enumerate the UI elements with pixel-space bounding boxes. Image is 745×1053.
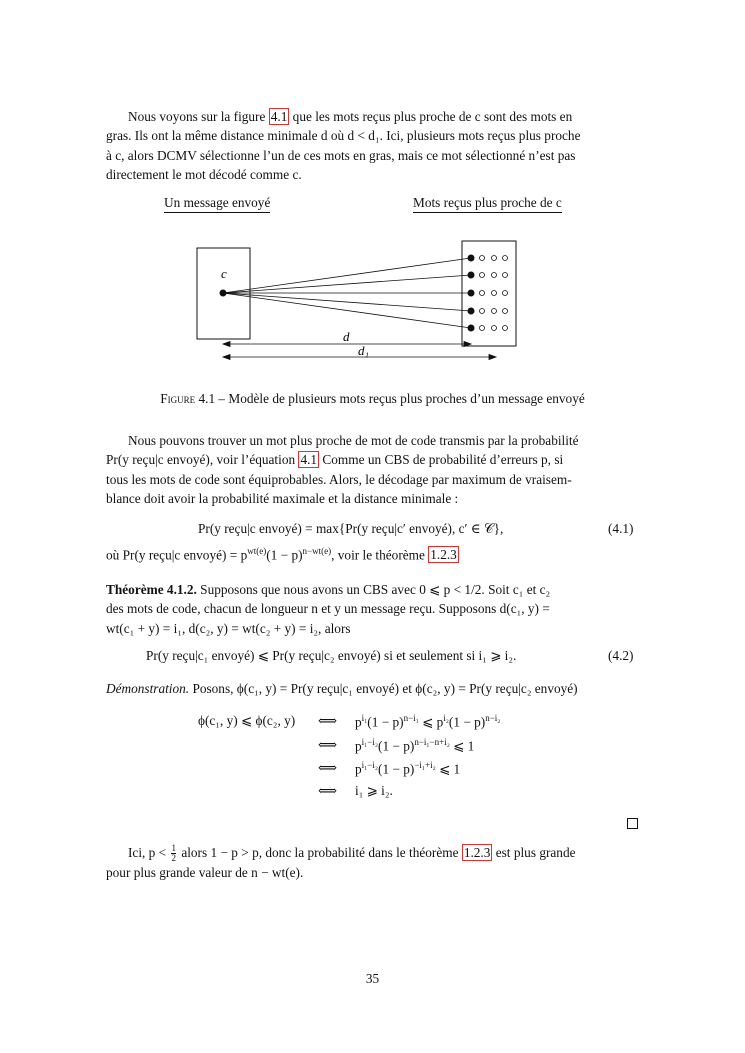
align-lhs: ϕ(c₁, y) ⩽ ϕ(c₂, y) <box>198 713 296 728</box>
equation-4-1-number: (4.1) <box>608 521 634 536</box>
equation-4-1: Pr(y reçu|c envoyé) = max{Pr(y reçu|c′ envoyé), c′ ∈ 𝒞}, <box>198 521 504 536</box>
theorem-line1: Supposons que nous avons un CBS avec 0 ⩽ p < 1/2. Soit c₁ et c₂ <box>200 582 551 597</box>
theorem-block <box>106 580 639 638</box>
p1-line4: directement le mot décodé comme c. <box>106 167 302 183</box>
after-eq41-sup1: wt(e) <box>247 546 267 556</box>
proof-label: Démonstration. <box>106 681 190 696</box>
p3-line2: pour plus grande valeur de n − wt(e). <box>106 865 304 881</box>
half-fraction: $\frac{1}{2}$ <box>171 843 176 864</box>
figure-ref-link[interactable]: 4.1 <box>270 109 288 124</box>
align-row-3: $p^{i_1-i_2}(1 - p)^{-i_1+i_2}$ ⩽ 1 <box>355 760 461 777</box>
p1-line2: gras. Ils ont la même distance minimale d où d < d₁. Ici, plusieurs mots reçus plus proche <box>106 128 581 144</box>
theorem-ref-link-2[interactable]: 1.2.3 <box>463 845 491 860</box>
page-number: 35 <box>365 971 380 986</box>
p3-line1-a: Ici, p < <box>128 845 167 860</box>
p2-line3: tous les mots de code sont équiprobables. Alors, le décodage par maximum de vraisem- <box>106 471 572 487</box>
after-eq41-prefix: où Pr(y reçu|c envoyé) = p <box>106 547 248 563</box>
theorem-line2: des mots de code, chacun de longueur n et y un message reçu. Supposons d(c₁, y) = <box>106 601 550 617</box>
p1-line1-a: Nous voyons sur la figure <box>128 109 269 124</box>
p2-line1: Nous pouvons trouver un mot plus proche de mot de code transmis par la probabilité <box>128 433 579 448</box>
figure-diagram <box>190 235 530 365</box>
figure-left-label: Un message envoyé <box>164 195 270 213</box>
other-words-circles <box>480 256 508 331</box>
connection-lines <box>223 258 471 328</box>
equation-ref-link[interactable]: 4.1 <box>300 452 318 468</box>
theorem-ref-link[interactable]: 1.2.3 <box>430 547 457 563</box>
equation-4-2-number: (4.2) <box>608 648 634 663</box>
after-eq41-line <box>106 546 459 563</box>
c-label: c <box>221 266 227 281</box>
received-dots <box>468 255 475 332</box>
align-iff-1: ⟺ <box>318 713 338 728</box>
paragraph-2 <box>106 431 639 509</box>
align-row-4: i₁ ⩾ i₂. <box>355 783 393 798</box>
align-row-2: $p^{i_1-i_2}(1 - p)^{n-i_1-n+i_2}$ ⩽ 1 <box>355 737 475 754</box>
caption-text: Modèle de plusieurs mots reçus plus proches d’un message envoyé <box>228 391 585 406</box>
after-eq41-sup2: n−wt(e) <box>302 546 332 556</box>
d1-label: d₁ <box>358 343 370 358</box>
paragraph-1 <box>106 107 639 185</box>
p2-line2-b: Comme un CBS de probabilité d’erreurs p, si <box>319 452 564 468</box>
align-row-1: $p^{i_1}(1 - p)^{n-i_1}$ ⩽ $p^{i_2}(1 - p)^{n-i_2}$ <box>355 713 501 730</box>
p3-line1-c: est plus grande <box>492 845 576 860</box>
paragraph-3 <box>106 843 639 883</box>
after-eq41-suffix: , voir le théorème <box>331 547 429 563</box>
after-eq41-middle: (1 − p) <box>266 547 303 563</box>
align-iff-3: ⟺ <box>318 760 338 775</box>
equation-4-2: Pr(y reçu|c₁ envoyé) ⩽ Pr(y reçu|c₂ envoyé) si et seulement si i₁ ⩾ i₂. <box>146 648 517 663</box>
p2-line2-a: Pr(y reçu|c envoyé), voir l’équation <box>106 452 299 468</box>
align-iff-2: ⟺ <box>318 737 338 752</box>
p1-line1-b: que les mots reçus plus proche de c sont des mots en <box>292 109 573 124</box>
qed-square-icon <box>627 818 638 829</box>
p2-line4: blance doit avoir la probabilité maximale et la distance minimale : <box>106 491 459 507</box>
p1-line3: à c, alors DCMV sélectionne l’un de ces mots en gras, mais ce mot sélectionné n’est pas <box>106 147 576 163</box>
proof-text: Posons, ϕ(c₁, y) = Pr(y reçu|c₁ envoyé) et ϕ(c₂, y) = Pr(y reçu|c₂ envoyé) <box>192 681 578 696</box>
theorem-label: Théorème 4.1.2. <box>106 582 197 597</box>
figure-caption <box>106 391 639 407</box>
align-iff-4: ⟺ <box>318 783 338 798</box>
caption-prefix: Figure 4.1 – <box>160 391 226 406</box>
figure-right-label: Mots reçus plus proche de c <box>413 195 562 213</box>
p3-line1-b: alors 1 − p > p, donc la probabilité dans le théorème <box>181 845 462 860</box>
d-label: d <box>343 329 350 344</box>
theorem-line3: wt(c₁ + y) = i₁, d(c₂, y) = wt(c₂ + y) = i₂, alors <box>106 620 351 636</box>
proof-line <box>106 681 578 697</box>
